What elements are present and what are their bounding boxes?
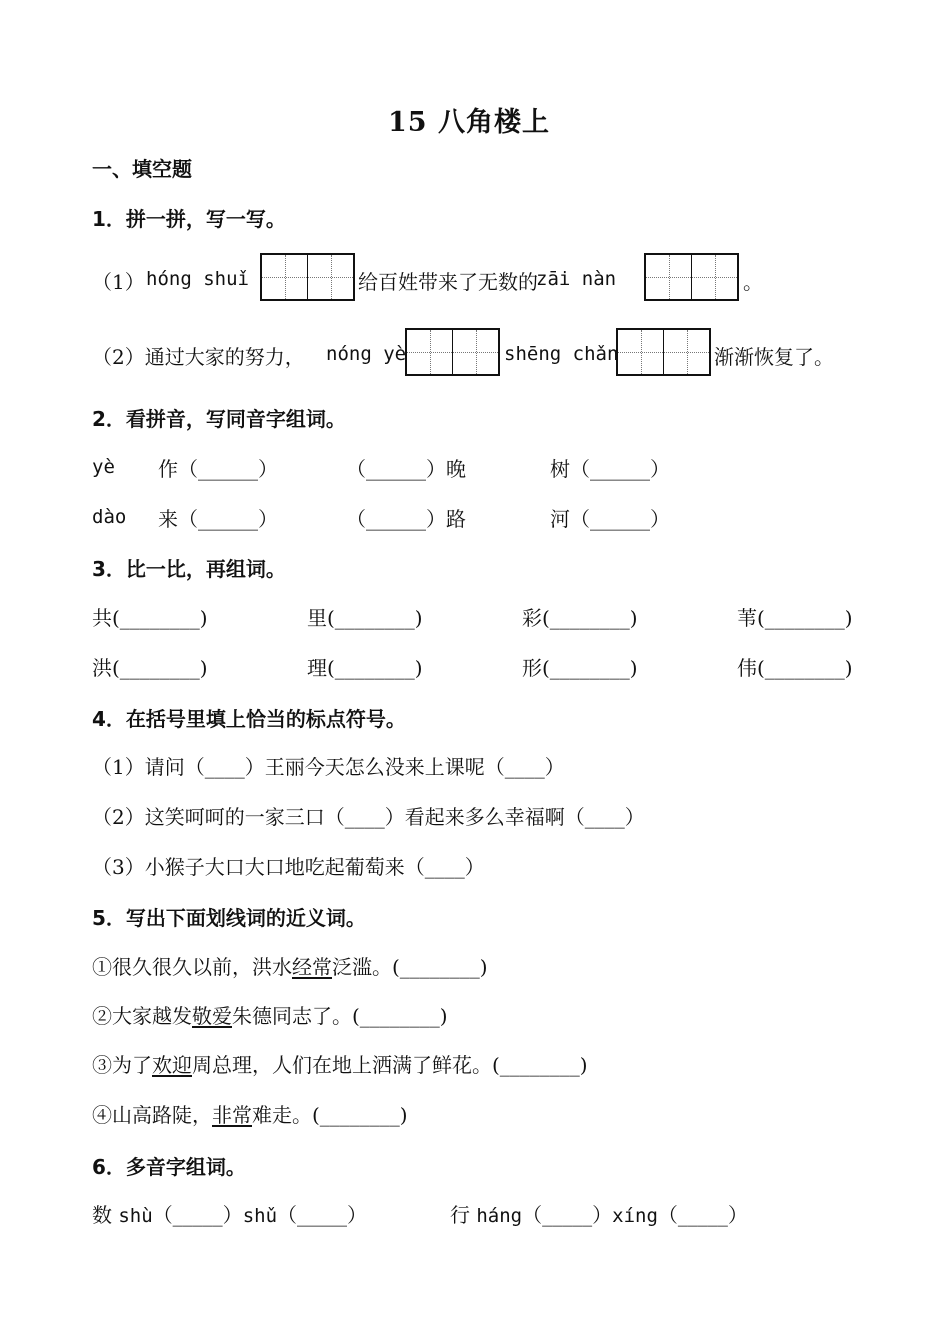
q5-text: 朱德同志了。(________) (232, 1004, 448, 1028)
q4-item[interactable]: （3）小猴子大口大口地吃起葡萄来（____） (92, 855, 485, 879)
q2-row1-b[interactable]: （______）晚 (346, 457, 466, 481)
q3-item[interactable]: 理(________) (307, 656, 423, 680)
section-heading: 一、填空题 (92, 157, 192, 181)
q1-line1-mid: 给百姓带来了无数的 (358, 270, 538, 294)
q3-item[interactable]: 伟(________) (737, 656, 853, 680)
q6-item-a[interactable] (92, 1199, 367, 1228)
q1-line1-prefix: （1） (92, 270, 145, 294)
q1-line1-pinyin1: hóng shuǐ (146, 268, 249, 290)
q2-row1-pinyin: yè (92, 456, 115, 478)
pinyin: shù (118, 1205, 153, 1227)
q3-item[interactable]: 苇(________) (737, 606, 853, 630)
q5-item[interactable] (92, 1049, 588, 1078)
q1-heading: 1．拼一拼，写一写。 (92, 207, 286, 231)
q2-heading: 2．看拼音，写同音字组词。 (92, 407, 346, 431)
q2-row2-c[interactable]: 河（______） (550, 507, 670, 531)
q5-item[interactable] (92, 951, 488, 980)
q5-text: ①很久很久以前，洪水 (92, 955, 292, 979)
q1-line1-pinyin2: zāi nàn (536, 268, 617, 290)
q2-row2-pinyin: dào (92, 506, 127, 528)
q5-item[interactable] (92, 1000, 448, 1029)
underlined-word: 欢迎 (152, 1053, 192, 1077)
q2-row1-a[interactable]: 作（______） (158, 457, 278, 481)
q5-text: 泛滥。(________) (332, 955, 488, 979)
q2-row2-a[interactable]: 来（______） (158, 507, 278, 531)
q4-heading: 4．在括号里填上恰当的标点符号。 (92, 707, 406, 731)
q2-row2-b[interactable]: （______）路 (346, 507, 466, 531)
underlined-word: 经常 (292, 955, 332, 979)
q2-row1-c[interactable]: 树（______） (550, 457, 670, 481)
q6-heading: 6．多音字组词。 (92, 1155, 246, 1179)
page-title: 15 八角楼上 (388, 107, 550, 138)
q5-text: 周总理，人们在地上洒满了鲜花。(________) (192, 1053, 588, 1077)
pinyin: xíng (612, 1205, 658, 1227)
q3-item[interactable]: 里(________) (307, 606, 423, 630)
blank[interactable]: （_____） (522, 1203, 613, 1227)
q4-item[interactable]: （2）这笑呵呵的一家三口（____）看起来多么幸福啊（____） (92, 805, 645, 829)
q5-item[interactable] (92, 1099, 408, 1128)
writing-grid-1[interactable] (260, 253, 355, 301)
polyphone-char: 数 (92, 1203, 112, 1227)
q1-line2-end: 渐渐恢复了。 (714, 345, 834, 369)
q1-line1-end: 。 (743, 270, 763, 294)
q1-line2-pinyin2: shēng chǎn (504, 343, 619, 365)
underlined-word: 非常 (212, 1103, 252, 1127)
q4-item[interactable]: （1）请问（____）王丽今天怎么没来上课呢（____） (92, 755, 565, 779)
pinyin: háng (476, 1205, 523, 1227)
pinyin: shǔ (242, 1205, 278, 1227)
writing-grid-4[interactable] (616, 328, 711, 376)
q3-item[interactable]: 形(________) (522, 656, 638, 680)
q3-item[interactable]: 彩(________) (522, 606, 638, 630)
q3-heading: 3．比一比，再组词。 (92, 557, 286, 581)
q5-text: ④山高路陡， (92, 1103, 212, 1127)
q1-line2-pinyin1: nóng yè (326, 343, 407, 365)
q3-item[interactable]: 共(________) (92, 606, 208, 630)
blank[interactable]: （_____） (277, 1203, 368, 1227)
writing-grid-3[interactable] (405, 328, 500, 376)
blank[interactable]: （_____） (152, 1203, 243, 1227)
q1-line2-prefix: （2）通过大家的努力， (92, 345, 305, 369)
q5-text: ②大家越发 (92, 1004, 192, 1028)
q5-heading: 5．写出下面划线词的近义词。 (92, 906, 366, 930)
writing-grid-2[interactable] (644, 253, 739, 301)
q5-text: ③为了 (92, 1053, 152, 1077)
polyphone-char: 行 (450, 1203, 470, 1227)
underlined-word: 敬爱 (192, 1004, 232, 1028)
blank[interactable]: （_____） (657, 1203, 748, 1227)
q3-item[interactable]: 洪(________) (92, 656, 208, 680)
q6-item-b[interactable] (450, 1199, 748, 1228)
q5-text: 难走。(________) (252, 1103, 408, 1127)
